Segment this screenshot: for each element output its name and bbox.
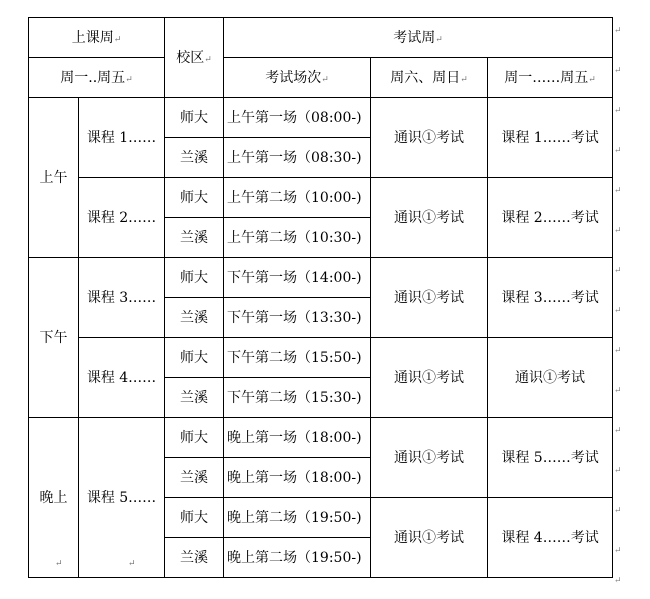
row-end-mark: ↵ [614,546,622,556]
row-end-mark: ↵ [614,466,622,476]
row-end-mark: ↵ [614,146,622,156]
weekday-exam-cell: 课程 5……考试 [488,418,613,498]
course-cell: 课程 3…… [79,258,165,338]
weekday-exam-cell: 课程 1……考试 [488,98,613,178]
weekend-exam-cell: 通识①考试 [371,338,488,418]
row-end-mark: ↵ [614,306,622,316]
weekend-exam-cell: 通识①考试 [371,258,488,338]
mon-fri-header: 周一..周五↵ [29,58,165,98]
sat-sun-header: 周六、周日↵ [371,58,488,98]
session-cell: 下午第二场（15:30-) [224,378,371,418]
exam-schedule-table [28,17,613,578]
row-end-mark: ↵ [614,426,622,436]
session-cell: 下午第二场（15:50-) [224,338,371,378]
row-end-mark: ↵ [614,26,622,36]
campus-header: 校区↵ [165,18,224,98]
weekend-exam-cell: 通识①考试 [371,498,488,578]
session-cell: 晚上第二场（19:50-) [224,538,371,578]
row-end-mark: ↵ [614,506,622,516]
paragraph-mark: ↵ [614,576,622,586]
period-evening: 晚上 [29,418,79,578]
session-cell: 下午第一场（14:00-) [224,258,371,298]
row-end-mark: ↵ [614,266,622,276]
period-morning: 上午 [29,98,79,258]
row-end-mark: ↵ [614,346,622,356]
period-afternoon: 下午 [29,258,79,418]
paragraph-mark: ↵ [55,559,63,569]
session-cell: 晚上第二场（19:50-) [224,498,371,538]
campus-cell: 兰溪 [165,378,224,418]
campus-cell: 师大 [165,178,224,218]
course-cell: 课程 1…… [79,98,165,178]
session-cell: 上午第二场（10:00-) [224,178,371,218]
weekend-exam-cell: 通识①考试 [371,178,488,258]
row-end-mark: ↵ [614,106,622,116]
exam-week-header: 考试周↵ [224,18,613,58]
course-cell: 课程 2…… [79,178,165,258]
weekend-exam-cell: 通识①考试 [371,98,488,178]
session-cell: 晚上第一场（18:00-) [224,458,371,498]
mon-fri-exam-header: 周一……周五↵ [488,58,613,98]
campus-cell: 师大 [165,258,224,298]
campus-cell: 兰溪 [165,298,224,338]
campus-cell: 兰溪 [165,458,224,498]
campus-cell: 兰溪 [165,538,224,578]
row-end-mark: ↵ [614,386,622,396]
exam-session-header: 考试场次↵ [224,58,371,98]
paragraph-mark: ↵ [128,559,136,569]
weekday-exam-cell: 通识①考试 [488,338,613,418]
session-cell: 晚上第一场（18:00-) [224,418,371,458]
session-cell: 上午第一场（08:00-) [224,98,371,138]
campus-cell: 师大 [165,338,224,378]
session-cell: 上午第一场（08:30-) [224,138,371,178]
session-cell: 下午第一场（13:30-) [224,298,371,338]
class-week-header: 上课周↵ [29,18,165,58]
weekday-exam-cell: 课程 2……考试 [488,178,613,258]
weekday-exam-cell: 课程 3……考试 [488,258,613,338]
course-cell: 课程 4…… [79,338,165,418]
campus-cell: 兰溪 [165,218,224,258]
campus-cell: 兰溪 [165,138,224,178]
row-end-mark: ↵ [614,226,622,236]
weekend-exam-cell: 通识①考试 [371,418,488,498]
row-end-mark: ↵ [614,66,622,76]
campus-cell: 师大 [165,498,224,538]
row-end-mark: ↵ [614,186,622,196]
campus-cell: 师大 [165,418,224,458]
course-cell: 课程 5…… [79,418,165,578]
weekday-exam-cell: 课程 4……考试 [488,498,613,578]
session-cell: 上午第二场（10:30-) [224,218,371,258]
campus-cell: 师大 [165,98,224,138]
